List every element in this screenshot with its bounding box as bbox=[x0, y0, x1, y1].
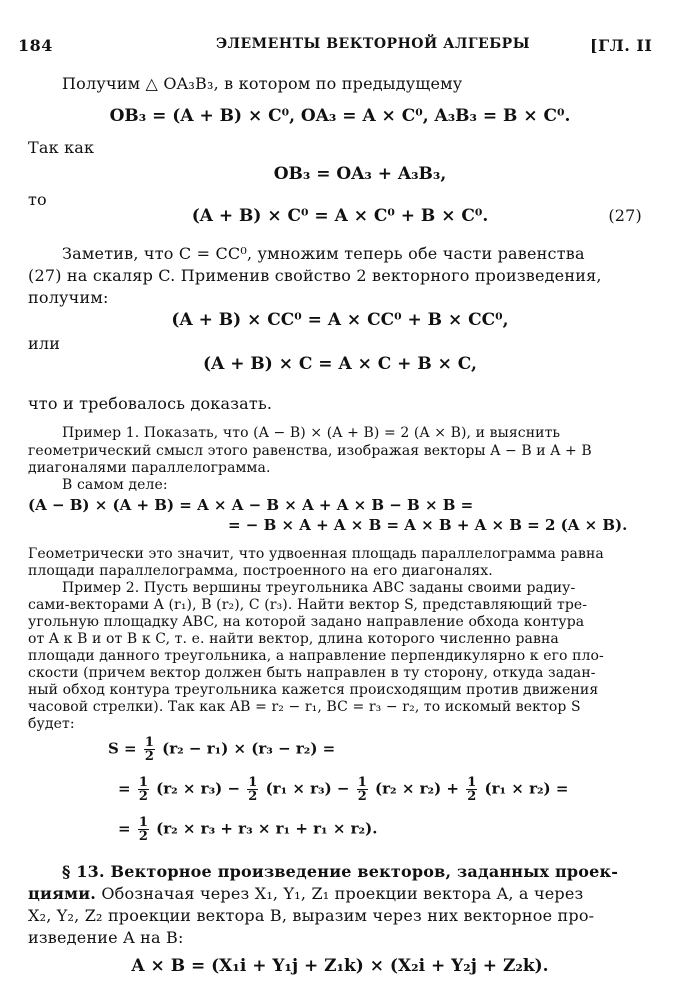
text-ili: или bbox=[28, 334, 61, 353]
intro-line: Получим △ OA₃B₃, в котором по предыдущему bbox=[62, 74, 463, 93]
equation-cross-product-components: A × B = (X₁i + Y₁j + Z₁k) × (X₂i + Y₂j + Z₂k). bbox=[131, 956, 549, 976]
section-13-line-3: X₂, Y₂, Z₂ проекции вектора B, выразим через них векторное про- bbox=[28, 906, 595, 925]
example1-equation-b: = − B × A + A × B = A × B + A × B = 2 (A × B). bbox=[228, 516, 628, 534]
fraction-one-half: $\frac{1}{2}$ bbox=[144, 735, 154, 764]
example1-geom-1: Геометрически это значит, что удвоенная площадь параллелограмма равна bbox=[28, 546, 604, 562]
s-formula-line-1 bbox=[108, 736, 335, 763]
example2-line-2: сами-векторами A (r₁), B (r₂), C (r₃). Найти вектор S, представляющий тре- bbox=[28, 597, 588, 613]
example2-line-3: угольную площадку ABC, на которой задано направление обхода контура bbox=[28, 614, 585, 630]
equation-number-27: (27) bbox=[608, 206, 642, 225]
conclusion-text: что и требовалось доказать. bbox=[28, 394, 273, 413]
equation-cc0: (A + B) × CC⁰ = A × CC⁰ + B × CC⁰, bbox=[171, 310, 509, 330]
example1-line-1: Пример 1. Показать, что (A − B) × (A + B) = 2 (A × B), и выяснить bbox=[62, 425, 561, 441]
para2-line-2: (27) на скаляр C. Применив свойство 2 векторного произведения, bbox=[28, 266, 602, 285]
equation-intro-2: OB₃ = OA₃ + A₃B₃, bbox=[273, 164, 447, 184]
para2-line-1: Заметив, что C = CC⁰, умножим теперь обе части равенства bbox=[62, 244, 585, 263]
example2-line-4: от A к B и от B к C, т. е. найти вектор, длина которого численно равна bbox=[28, 631, 559, 647]
section-13-title: § 13. Векторное произведение векторов, заданных проек- bbox=[62, 862, 619, 881]
example2-line-9: будет: bbox=[28, 716, 75, 732]
text-to: то bbox=[28, 190, 47, 209]
fraction-one-half: $\frac{1}{2}$ bbox=[138, 775, 148, 804]
example1-geom-2: площади параллелограмма, построенного на его диагоналях. bbox=[28, 563, 493, 579]
equation-distributive: (A + B) × C = A × C + B × C, bbox=[203, 354, 477, 374]
fraction-one-half: $\frac{1}{2}$ bbox=[467, 775, 477, 804]
fraction-one-half: $\frac{1}{2}$ bbox=[357, 775, 367, 804]
s-formula-line-3: = $\frac{1}{2}$ (r₂ × r₃ + r₃ × r₁ + r₁ × r₂). bbox=[118, 815, 378, 844]
section-13-line-2: циями. Обозначая через X₁, Y₁, Z₁ проекции вектора A, а через bbox=[28, 884, 584, 903]
example2-line-8: часовой стрелки). Так как AB = r₂ − r₁, BC = r₃ − r₂, то искомый вектор S bbox=[28, 699, 581, 715]
section-13-line-4: изведение A на B: bbox=[28, 928, 184, 947]
equation-intro-1: OB₃ = (A + B) × C⁰, OA₃ = A × C⁰, A₃B₃ = B × C⁰. bbox=[109, 106, 571, 126]
example1-line-2: геометрический смысл этого равенства, изображая векторы A − B и A + B bbox=[28, 443, 592, 459]
para2-line-3: получим: bbox=[28, 288, 109, 307]
fraction-one-half: $\frac{1}{2}$ bbox=[138, 815, 148, 844]
chapter-marker: [ГЛ. II bbox=[590, 36, 653, 55]
example2-line-1: Пример 2. Пусть вершины треугольника ABC заданы своими радиу- bbox=[62, 580, 576, 596]
example1-line-4: В самом деле: bbox=[62, 477, 168, 493]
s-formula-rest: (r₂ − r₁) × (r₃ − r₂) = bbox=[162, 739, 336, 758]
example1-equation-a: (A − B) × (A + B) = A × A − B × A + A × B − B × B = bbox=[28, 496, 474, 514]
page-number: 184 bbox=[18, 36, 53, 55]
equation-27: (A + B) × C⁰ = A × C⁰ + B × C⁰. bbox=[191, 206, 489, 226]
example2-line-6: скости (причем вектор должен быть направлен в ту сторону, откуда задан- bbox=[28, 665, 596, 681]
text-tak-kak: Так как bbox=[28, 138, 95, 157]
example1-line-3: диагоналями параллелограмма. bbox=[28, 460, 271, 476]
s-formula-line-2: = $\frac{1}{2}$ (r₂ × r₃) − $\frac{1}{2}$ (r₁ × r₃) − $\frac{1}{2}$ (r₂ × r₂) + $\frac{1}{2}$ (r₁ × r₂) = bbox=[118, 775, 569, 804]
example2-line-7: ный обход контура треугольника кажется происходящим против движения bbox=[28, 682, 599, 698]
s-formula-lhs: S = bbox=[108, 739, 137, 758]
example2-line-5: площади данного треугольника, а направление перпендикулярно к его пло- bbox=[28, 648, 604, 664]
fraction-one-half: $\frac{1}{2}$ bbox=[248, 775, 258, 804]
running-title: ЭЛЕМЕНТЫ ВЕКТОРНОЙ АЛГЕБРЫ bbox=[216, 36, 531, 52]
